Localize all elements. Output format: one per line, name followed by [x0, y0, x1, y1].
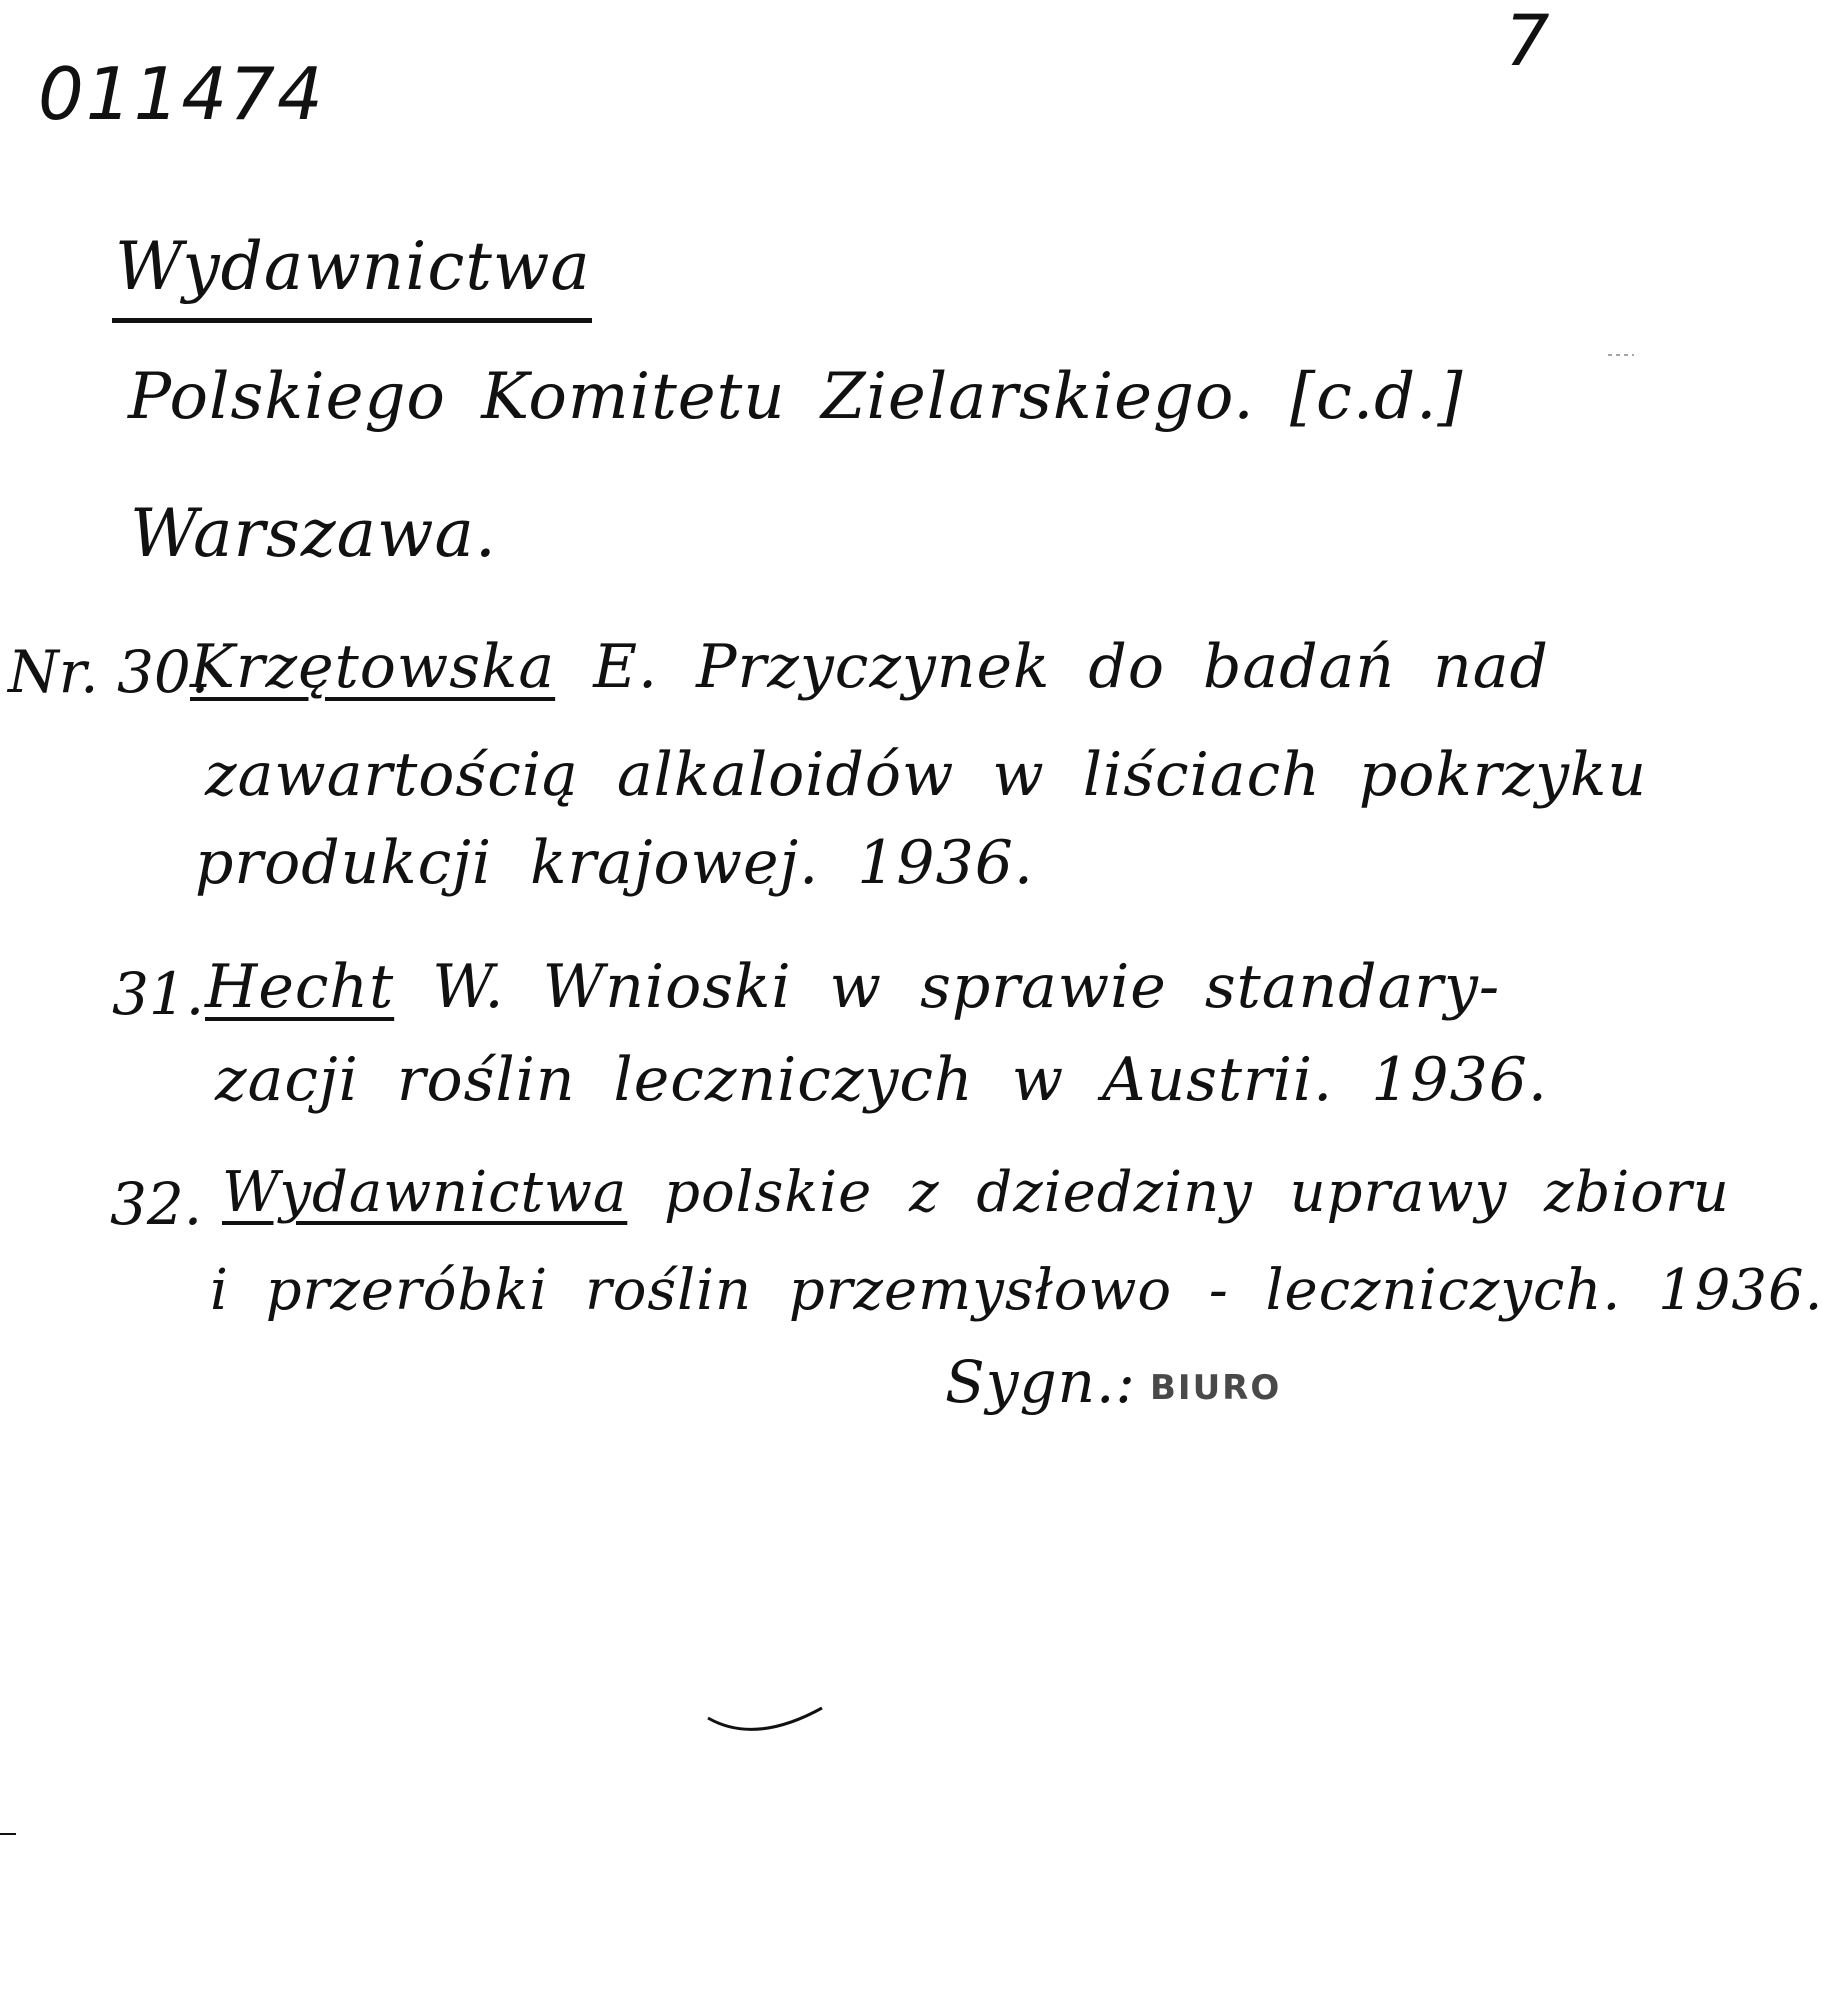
entry-number: 31. — [112, 960, 205, 1028]
entry-line: produkcji krajowej. 1936. — [195, 828, 1035, 898]
entry-author: Wydawnictwa — [222, 1160, 628, 1225]
entry-line — [190, 632, 1549, 702]
entry-number: Nr. 30. — [8, 638, 210, 706]
signature-label: Sygn.: — [945, 1348, 1136, 1416]
entry-title-start: polskie z dziedziny uprawy zbioru — [627, 1160, 1730, 1225]
catalog-number: 011474 — [38, 52, 325, 136]
heading-underline — [112, 318, 592, 323]
page-number: 7 — [1505, 0, 1551, 82]
heading-place: Warszawa. — [130, 495, 497, 572]
entry-line — [205, 952, 1500, 1022]
office-stamp: BIURO — [1150, 1368, 1282, 1408]
entry-title-start: W. Wnioski w sprawie standary- — [394, 952, 1501, 1022]
edge-tick-mark — [0, 1830, 20, 1838]
entry-line: i przeróbki roślin przemysłowo - leczniczych. 1936. — [210, 1258, 1823, 1323]
entry-line: zacji roślin leczniczych w Austrii. 1936. — [215, 1045, 1548, 1115]
entry-author: Krzętowska — [190, 632, 556, 702]
entry-author: Hecht — [205, 952, 395, 1022]
heading-publisher: Polskiego Komitetu Zielarskiego. [c.d.] — [128, 360, 1464, 434]
heading-title: Wydawnictwa — [115, 228, 591, 305]
entry-title-start: E. Przyczynek do badań nad — [555, 632, 1549, 702]
edge-dash-mark — [1608, 352, 1638, 358]
entry-line — [222, 1160, 1730, 1225]
entry-number: 32. — [110, 1170, 203, 1238]
pencil-curve-mark — [700, 1700, 840, 1750]
entry-line: zawartością alkaloidów w liściach pokrzyku — [205, 740, 1647, 810]
